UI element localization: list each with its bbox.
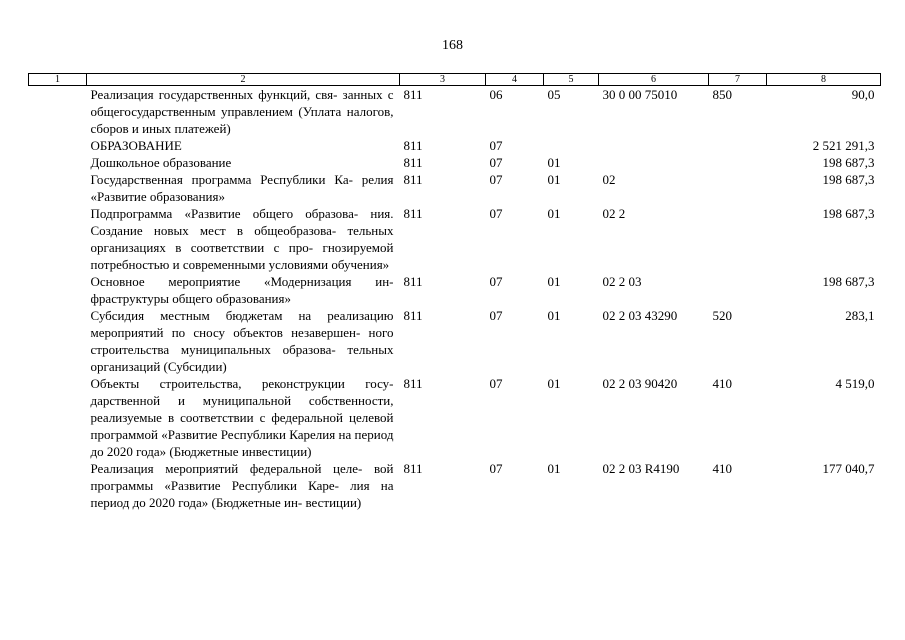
- section-code-cell: 07: [489, 155, 503, 170]
- ministry-code-cell: 811: [403, 274, 423, 289]
- description-cell: ОБРАЗОВАНИЕ: [90, 138, 182, 153]
- empty-cell: [29, 154, 87, 171]
- empty-cell: [29, 307, 87, 375]
- ministry-code-cell: 811: [403, 461, 423, 476]
- table-row: [29, 154, 881, 171]
- subsection-code-cell: 01: [547, 308, 561, 323]
- table-row: [29, 86, 881, 138]
- amount-cell: 90,0: [851, 87, 875, 102]
- column-header: 6: [599, 74, 709, 86]
- description-cell: Реализация мероприятий федеральной целе- вой программы «Развитие Республики Каре- лия на период до 2020 года» (Бюджетные ин- вестиции): [90, 461, 394, 510]
- column-header: 1: [29, 74, 87, 86]
- empty-cell: [29, 375, 87, 460]
- target-article-cell: [599, 137, 709, 154]
- empty-cell: [29, 205, 87, 273]
- description-cell: Субсидия местным бюджетам на реализацию мероприятий по сносу объектов незавершен- ного строительства муниципальных образова- тельных организаций (Субсидии): [90, 308, 394, 374]
- section-code-cell: 07: [489, 376, 503, 391]
- amount-cell: 2 521 291,3: [812, 138, 875, 153]
- ministry-code-cell: 811: [403, 155, 423, 170]
- empty-cell: [29, 137, 87, 154]
- target-article-cell: 02: [602, 172, 616, 187]
- column-header: 2: [87, 74, 400, 86]
- target-article-cell: 02 2 03: [602, 274, 642, 289]
- target-article-cell: 02 2 03 90420: [602, 376, 678, 391]
- target-article-cell: 02 2: [602, 206, 626, 221]
- description-cell: Реализация государственных функций, свя- занных с общегосударственным управлением (Уплата налогов, сборов и иных платежей): [90, 87, 394, 136]
- subsection-code-cell: 01: [547, 172, 561, 187]
- table-row: [29, 273, 881, 307]
- empty-cell: [29, 86, 87, 138]
- description-cell: Дошкольное образование: [90, 155, 232, 170]
- amount-cell: 198 687,3: [822, 206, 875, 221]
- section-code-cell: 06: [489, 87, 503, 102]
- subsection-code-cell: 01: [547, 461, 561, 476]
- ministry-code-cell: 811: [403, 206, 423, 221]
- empty-cell: [29, 273, 87, 307]
- column-header: 5: [544, 74, 599, 86]
- description-cell: Подпрограмма «Развитие общего образова- ния. Создание новых мест в общеобразова- тельных организациях в соответствии с про- гнозируемой потребностью и современными условиями обучения»: [90, 206, 394, 272]
- amount-cell: 198 687,3: [822, 172, 875, 187]
- subsection-code-cell: 05: [547, 87, 561, 102]
- budget-table: [28, 73, 881, 511]
- table-row: [29, 171, 881, 205]
- page-number: 168: [442, 38, 463, 53]
- amount-cell: 4 519,0: [835, 376, 875, 391]
- ministry-code-cell: 811: [403, 87, 423, 102]
- expense-type-cell: [709, 273, 767, 307]
- ministry-code-cell: 811: [403, 172, 423, 187]
- column-header: 4: [486, 74, 544, 86]
- expense-type-cell: [709, 154, 767, 171]
- target-article-cell: 02 2 03 43290: [602, 308, 678, 323]
- table-row: [29, 375, 881, 460]
- expense-type-cell: 410: [712, 461, 732, 476]
- ministry-code-cell: 811: [403, 376, 423, 391]
- target-article-cell: 30 0 00 75010: [602, 87, 678, 102]
- section-code-cell: 07: [489, 138, 503, 153]
- section-code-cell: 07: [489, 461, 503, 476]
- expense-type-cell: [709, 205, 767, 273]
- table-row: [29, 205, 881, 273]
- ministry-code-cell: 811: [403, 138, 423, 153]
- section-code-cell: 07: [489, 206, 503, 221]
- description-cell: Основное мероприятие «Модернизация ин- фраструктуры общего образования»: [90, 274, 394, 306]
- subsection-code-cell: 01: [547, 155, 561, 170]
- amount-cell: 283,1: [845, 308, 875, 323]
- column-header: 3: [400, 74, 486, 86]
- subsection-code-cell: [544, 137, 599, 154]
- section-code-cell: 07: [489, 308, 503, 323]
- column-header: 8: [767, 74, 881, 86]
- expense-type-cell: [709, 171, 767, 205]
- amount-cell: 198 687,3: [822, 274, 875, 289]
- target-article-cell: [599, 154, 709, 171]
- empty-cell: [29, 460, 87, 511]
- description-cell: Государственная программа Республики Ка- релия «Развитие образования»: [90, 172, 394, 204]
- table-row: [29, 460, 881, 511]
- expense-type-cell: 850: [712, 87, 732, 102]
- amount-cell: 198 687,3: [822, 155, 875, 170]
- table-row: [29, 307, 881, 375]
- subsection-code-cell: 01: [547, 206, 561, 221]
- empty-cell: [29, 171, 87, 205]
- expense-type-cell: 410: [712, 376, 732, 391]
- subsection-code-cell: 01: [547, 376, 561, 391]
- section-code-cell: 07: [489, 274, 503, 289]
- description-cell: Объекты строительства, реконструкции госу- дарственной и муниципальной собственности, реализуемые в соответствии с федеральной целевой программой «Развитие Республики Карелия на период до 2020 года» (Бюджетные инвестиции): [90, 376, 394, 459]
- amount-cell: 177 040,7: [822, 461, 875, 476]
- ministry-code-cell: 811: [403, 308, 423, 323]
- expense-type-cell: 520: [712, 308, 732, 323]
- header-row: [29, 74, 881, 86]
- table-row: [29, 137, 881, 154]
- column-header: 7: [709, 74, 767, 86]
- subsection-code-cell: 01: [547, 274, 561, 289]
- target-article-cell: 02 2 03 R4190: [602, 461, 680, 476]
- section-code-cell: 07: [489, 172, 503, 187]
- expense-type-cell: [709, 137, 767, 154]
